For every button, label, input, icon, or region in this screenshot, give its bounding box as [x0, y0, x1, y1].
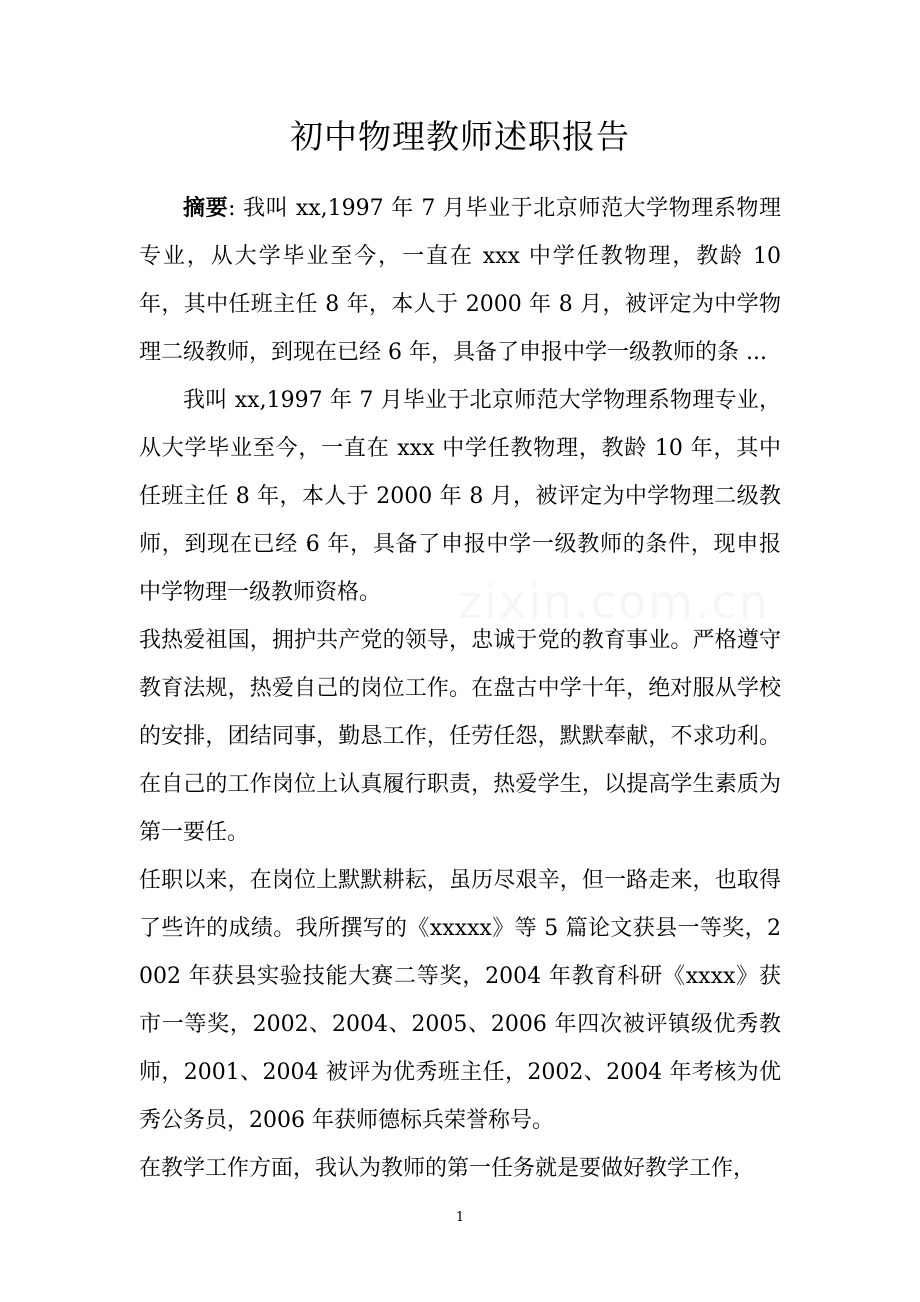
paragraph-intro: 我叫 xx,1997 年 7 月毕业于北京师范大学物理系物理专业，从大学毕业至今，一直在 xxx 中学任教物理，教龄 10 年，其中任班主任 8 年，本人于 2000 年 8 月，被评定为中学物理二级教师，到现在已经 6 年，具备了申报中学一级教师的条件，现申报中学物理一级教师资格。 — [139, 388, 781, 605]
document-body — [139, 184, 781, 1193]
watermark: zixin.com.cn — [458, 575, 771, 629]
page-number: 1 — [455, 1210, 465, 1225]
paragraph-attitude: 我热爱祖国，拥护共产党的领导，忠诚于党的教育事业。严格遵守教育法规，热爱自己的岗位工作。在盘古中学十年，绝对服从学校的安排，团结同事，勤恳工作，任劳任怨，默默奉献，不求功利。在自己的工作岗位上认真履行职责，热爱学生，以提高学生素质为第一要任。 — [139, 628, 781, 845]
paragraph-teaching: 在教学工作方面，我认为教师的第一任务就是要做好教学工作， — [139, 1156, 756, 1181]
abstract-text: : 我叫 xx,1997 年 7 月毕业于北京师范大学物理系物理专业，从大学毕业至今，一直在 xxx 中学任教物理，教龄 10 年，其中任班主任 8 年，本人于 2000 年 8 月，被评定为中学物理二级教师，到现在已经 6 年，具备了申报中学一级教师的条 ... — [139, 196, 781, 365]
page-title: 初中物理教师述职报告 — [290, 117, 630, 156]
paragraph-achievements: 任职以来，在岗位上默默耕耘，虽历尽艰辛，但一路走来，也取得了些许的成绩。我所撰写的《xxxxx》等 5 篇论文获县一等奖，2002 年获县实验技能大赛二等奖，2004 年教育科研《xxxx》获市一等奖，2002、2004、2005、2006 年四次被评镇级优秀教师，2001、2004 被评为优秀班主任，2002、2004 年考核为优秀公务员，2006 年获师德标兵荣誉称号。 — [139, 868, 781, 1133]
abstract-paragraph — [139, 184, 781, 377]
abstract-label: 摘要 — [183, 195, 229, 221]
